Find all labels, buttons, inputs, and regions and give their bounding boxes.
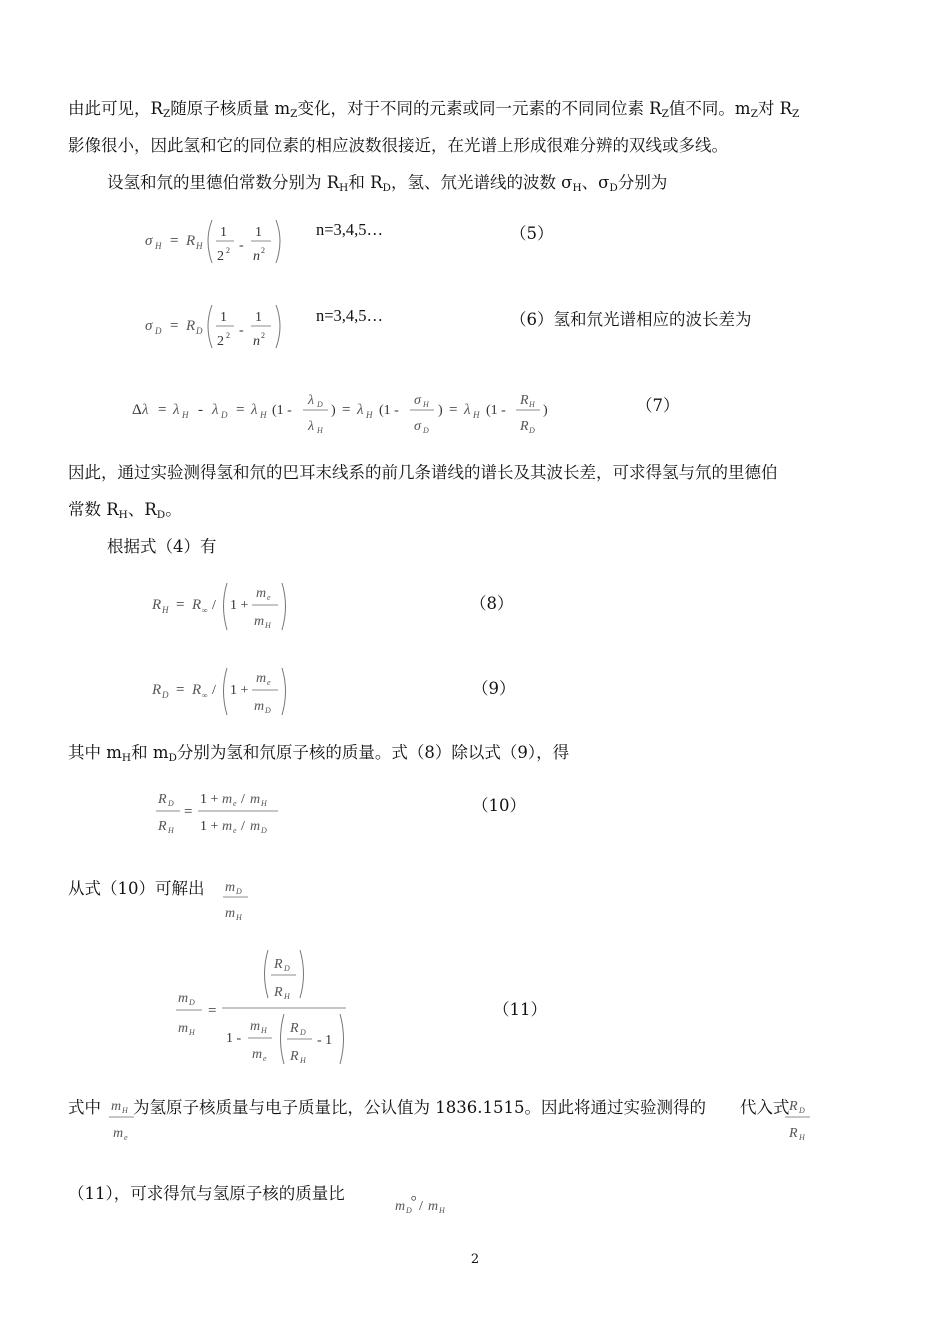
svg-text:λ: λ bbox=[308, 419, 315, 434]
svg-text:/: / bbox=[212, 598, 216, 613]
svg-text:D: D bbox=[284, 964, 290, 973]
svg-text:H: H bbox=[473, 410, 480, 420]
inline-ratio-RD-RH bbox=[782, 1089, 816, 1145]
equation-7 bbox=[128, 382, 568, 444]
svg-text:λ: λ bbox=[357, 402, 364, 418]
para4: 根据式（4）有 bbox=[107, 537, 217, 556]
svg-text:=: = bbox=[176, 597, 185, 613]
svg-text:D: D bbox=[168, 799, 174, 808]
svg-text:λ: λ bbox=[142, 402, 149, 418]
para5: 其中 $m_H$和 $m_D$分别为氢和氘原子核的质量。式（8）除以式（9），得 bbox=[68, 743, 570, 764]
svg-text:-: - bbox=[239, 238, 244, 253]
svg-text:R: R bbox=[274, 957, 283, 972]
equation-5 bbox=[140, 208, 290, 270]
svg-text:σ: σ bbox=[414, 393, 421, 408]
svg-text:σ: σ bbox=[145, 318, 153, 334]
svg-text:H: H bbox=[189, 1028, 195, 1037]
svg-text:m: m bbox=[178, 1021, 189, 1036]
svg-text:D: D bbox=[261, 826, 267, 835]
svg-text:e: e bbox=[267, 593, 271, 602]
svg-text:m: m bbox=[225, 906, 236, 921]
eq6-number-and-text: （6）氢和氘光谱相应的波长差为 bbox=[510, 310, 752, 329]
svg-text:λ: λ bbox=[251, 402, 258, 418]
svg-text:m: m bbox=[254, 699, 265, 714]
svg-text:m: m bbox=[250, 819, 261, 834]
svg-text:2: 2 bbox=[226, 331, 230, 340]
para3-line1: 因此，通过实验测得氢和氘的巴耳末线系的前几条谱线的谱长及其波长差，可求得氢与氘的里德伯 bbox=[68, 463, 778, 482]
para2: 设氢和氘的里德伯常数分别为 $R_H$和 $R_D$，氢、氘光谱线的波数 $\sigma_H$、$\sigma_D$分别为 bbox=[107, 173, 668, 194]
svg-text:2: 2 bbox=[226, 246, 230, 255]
svg-text:=: = bbox=[170, 318, 179, 334]
inline-ratio-mD-over-mH bbox=[393, 1192, 463, 1218]
svg-text:R: R bbox=[789, 1099, 798, 1114]
svg-text:m: m bbox=[111, 1099, 122, 1114]
svg-text:R: R bbox=[520, 419, 529, 434]
svg-text:m: m bbox=[225, 880, 236, 895]
svg-text:m: m bbox=[178, 991, 189, 1006]
svg-text:R: R bbox=[274, 985, 283, 1000]
svg-text:=: = bbox=[449, 402, 458, 418]
svg-text:=: = bbox=[176, 682, 185, 698]
svg-text:2: 2 bbox=[217, 334, 224, 349]
equation-10 bbox=[152, 783, 292, 839]
svg-text:m: m bbox=[113, 1126, 124, 1141]
svg-text:H: H bbox=[260, 410, 267, 420]
svg-text:∞: ∞ bbox=[202, 691, 208, 700]
svg-text:m: m bbox=[250, 792, 261, 807]
svg-text:λ: λ bbox=[212, 402, 219, 418]
inline-ratio-mH-me bbox=[106, 1089, 140, 1145]
svg-text:D: D bbox=[221, 410, 228, 420]
svg-text:/: / bbox=[212, 683, 216, 698]
svg-text:H: H bbox=[261, 1026, 267, 1035]
svg-text:D: D bbox=[162, 690, 169, 700]
svg-text:=: = bbox=[158, 402, 167, 418]
svg-text:): ) bbox=[331, 403, 336, 418]
para6: 从式（10）可解出 bbox=[68, 879, 205, 898]
svg-text:H: H bbox=[168, 826, 174, 835]
svg-text:D: D bbox=[300, 1028, 306, 1037]
svg-text:D: D bbox=[155, 326, 162, 336]
eq10-number: （10） bbox=[472, 796, 526, 815]
svg-text:=: = bbox=[208, 1003, 217, 1019]
equation-6 bbox=[140, 293, 290, 355]
eq11-number: （11） bbox=[493, 1000, 547, 1019]
svg-text:1 +: 1 + bbox=[230, 683, 249, 698]
para3-line2: 常数 $R_H$、$R_D$。 bbox=[68, 500, 182, 521]
svg-text:H: H bbox=[155, 241, 162, 251]
svg-text:λ: λ bbox=[464, 402, 471, 418]
eq9-number: （9） bbox=[472, 679, 516, 698]
svg-text:H: H bbox=[196, 241, 203, 251]
svg-text:R: R bbox=[158, 792, 167, 807]
svg-text:R: R bbox=[192, 597, 202, 613]
svg-text:1: 1 bbox=[255, 310, 262, 325]
para7: 式中 为氢原子核质量与电子质量比，公认值为 1836.1515。因此将通过实验测得的 代入式 bbox=[68, 1098, 790, 1117]
svg-text:2: 2 bbox=[261, 331, 265, 340]
svg-text:H: H bbox=[317, 426, 323, 435]
svg-text:H: H bbox=[300, 1056, 306, 1065]
svg-text:(1 -: (1 - bbox=[379, 403, 399, 418]
svg-text:R: R bbox=[290, 1021, 299, 1036]
svg-text:m: m bbox=[252, 1047, 263, 1062]
eq8-number: （8） bbox=[470, 594, 514, 613]
inline-ratio-mD-mH bbox=[220, 870, 254, 924]
svg-text:e: e bbox=[263, 1054, 267, 1063]
svg-text:/: / bbox=[241, 792, 245, 807]
svg-text:H: H bbox=[799, 1133, 805, 1142]
svg-text:m: m bbox=[250, 1019, 261, 1034]
svg-text:m: m bbox=[256, 586, 267, 601]
svg-text:=: = bbox=[236, 402, 245, 418]
svg-text:λ: λ bbox=[308, 393, 315, 408]
svg-text:=: = bbox=[342, 402, 351, 418]
svg-text:2: 2 bbox=[217, 249, 224, 264]
svg-text:1: 1 bbox=[220, 225, 227, 240]
svg-text:D: D bbox=[317, 400, 323, 409]
svg-text:/: / bbox=[419, 1199, 423, 1214]
svg-text:H: H bbox=[529, 400, 535, 409]
svg-text:n: n bbox=[253, 249, 260, 264]
svg-text:2: 2 bbox=[261, 246, 265, 255]
para8: （11），可求得氘与氢原子核的质量比 。 bbox=[68, 1184, 428, 1203]
svg-text:e: e bbox=[267, 678, 271, 687]
svg-text:(1 -: (1 - bbox=[272, 403, 292, 418]
svg-text:R: R bbox=[520, 393, 529, 408]
svg-text:H: H bbox=[284, 992, 290, 1001]
svg-text:λ: λ bbox=[173, 402, 180, 418]
svg-text:R: R bbox=[290, 1049, 299, 1064]
svg-text:R: R bbox=[186, 233, 196, 249]
para1-line1: 由此可见，$R_Z$随原子核质量 $m_Z$变化，对于不同的元素或同一元素的不同同位素 $R_Z$值不同。$m_Z$对 $R_Z$ bbox=[68, 99, 800, 120]
eq6-condition: n=3,4,5… bbox=[316, 306, 384, 325]
eq7-number: （7） bbox=[636, 396, 680, 415]
svg-text:Δ: Δ bbox=[132, 402, 142, 418]
svg-text:R: R bbox=[789, 1126, 798, 1141]
equation-8 bbox=[148, 575, 298, 637]
eq5-condition: n=3,4,5… bbox=[316, 220, 384, 239]
svg-text:∞: ∞ bbox=[202, 606, 208, 615]
svg-text:e: e bbox=[124, 1133, 128, 1142]
svg-text:H: H bbox=[439, 1206, 445, 1215]
svg-text:1: 1 bbox=[220, 310, 227, 325]
svg-text:=: = bbox=[170, 233, 179, 249]
svg-text:H: H bbox=[265, 621, 271, 630]
svg-text:m: m bbox=[222, 819, 233, 834]
para1-line2: 影像很小，因此氢和它的同位素的相应波数很接近，在光谱上形成很难分辨的双线或多线。 bbox=[68, 136, 728, 155]
svg-text:H: H bbox=[122, 1106, 128, 1115]
svg-text:m: m bbox=[254, 614, 265, 629]
svg-text:R: R bbox=[192, 682, 202, 698]
svg-text:R: R bbox=[186, 318, 196, 334]
svg-text:1 -: 1 - bbox=[226, 1031, 242, 1046]
svg-text:(1 -: (1 - bbox=[486, 403, 506, 418]
svg-text:D: D bbox=[406, 1206, 412, 1215]
svg-text:-: - bbox=[239, 323, 244, 338]
svg-text:- 1: - 1 bbox=[317, 1033, 333, 1048]
svg-text:-: - bbox=[198, 402, 203, 418]
svg-text:σ: σ bbox=[414, 419, 421, 434]
svg-text:m: m bbox=[256, 671, 267, 686]
svg-text:H: H bbox=[423, 400, 429, 409]
svg-text:H: H bbox=[236, 913, 242, 922]
svg-text:1: 1 bbox=[255, 225, 262, 240]
svg-text:e: e bbox=[233, 799, 237, 808]
svg-text:1 +: 1 + bbox=[200, 792, 219, 807]
svg-text:R: R bbox=[158, 819, 167, 834]
svg-text:D: D bbox=[236, 887, 242, 896]
svg-text:m: m bbox=[395, 1199, 406, 1214]
svg-text:n: n bbox=[253, 334, 260, 349]
svg-text:D: D bbox=[265, 706, 271, 715]
svg-text:m: m bbox=[222, 792, 233, 807]
svg-text:R: R bbox=[152, 597, 162, 613]
svg-text:=: = bbox=[184, 804, 193, 820]
svg-text:): ) bbox=[543, 403, 548, 418]
svg-text:D: D bbox=[423, 426, 429, 435]
eq5-number: （5） bbox=[510, 224, 554, 243]
svg-text:D: D bbox=[799, 1106, 805, 1115]
svg-text:D: D bbox=[196, 326, 203, 336]
svg-text:H: H bbox=[366, 410, 373, 420]
svg-text:R: R bbox=[152, 682, 162, 698]
svg-text:/: / bbox=[241, 819, 245, 834]
svg-text:e: e bbox=[233, 826, 237, 835]
svg-text:1 +: 1 + bbox=[200, 819, 219, 834]
svg-text:): ) bbox=[438, 403, 443, 418]
svg-text:D: D bbox=[529, 426, 535, 435]
equation-9 bbox=[148, 660, 298, 722]
svg-text:σ: σ bbox=[145, 233, 153, 249]
svg-text:D: D bbox=[189, 998, 195, 1007]
svg-text:H: H bbox=[162, 605, 169, 615]
svg-text:H: H bbox=[261, 799, 267, 808]
svg-text:m: m bbox=[428, 1199, 439, 1214]
svg-text:H: H bbox=[182, 410, 189, 420]
equation-11 bbox=[174, 946, 354, 1070]
svg-text:1 +: 1 + bbox=[230, 598, 249, 613]
page-number: 2 bbox=[470, 1252, 480, 1267]
